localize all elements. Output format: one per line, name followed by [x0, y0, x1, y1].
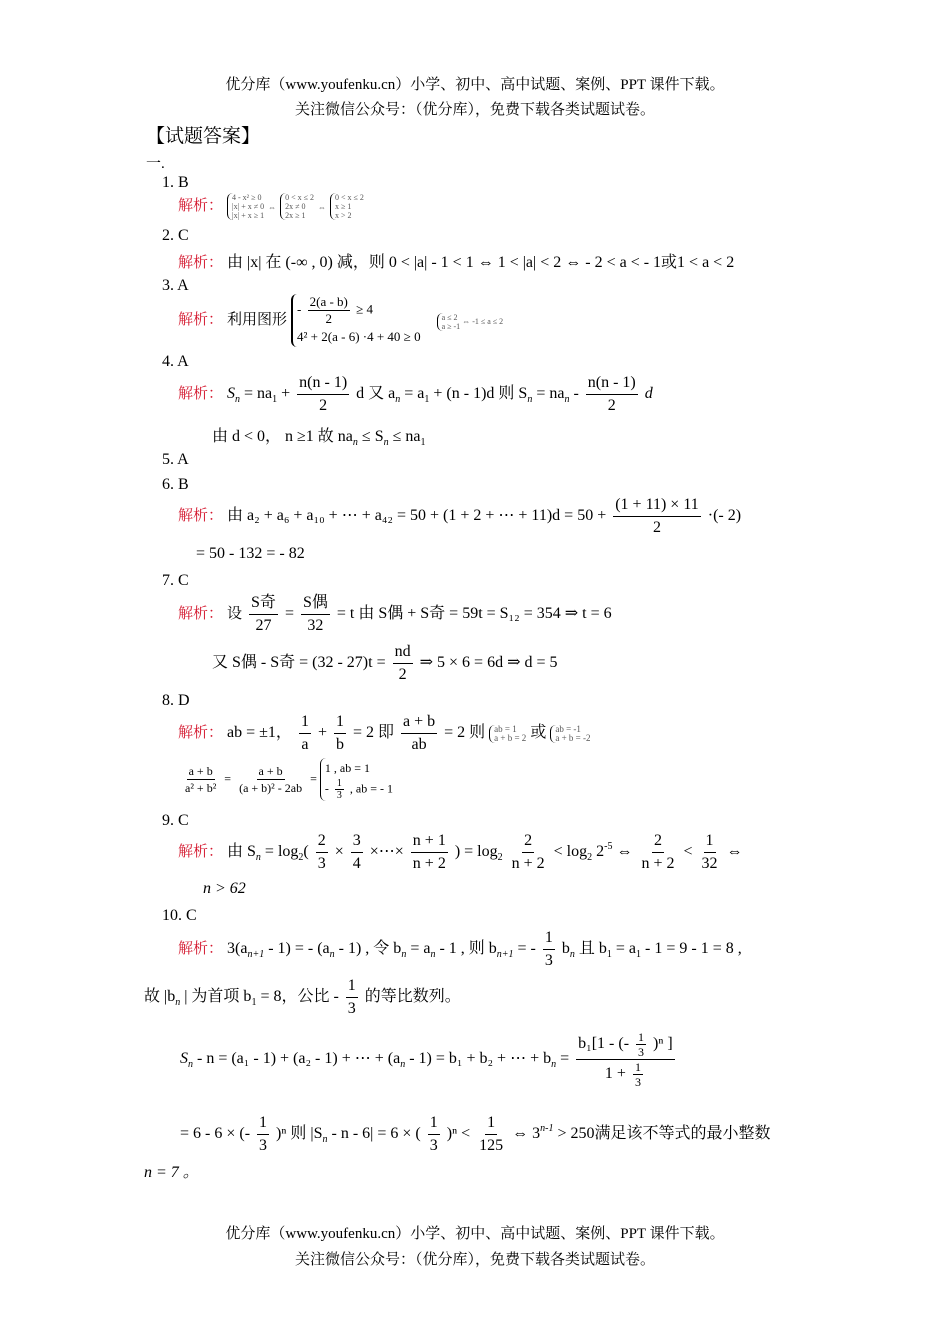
q1-system-2: 0 < x ≤ 2 2x ≠ 0 2x ≥ 1: [280, 193, 314, 220]
q1-system-1: 4 - x² ≥ 0 |x| + x ≠ 0 |x| + x ≥ 1: [227, 193, 264, 220]
q3-system: - $\frac{2(a - b)}{2}$ ≥ 4 4² + 2(a - 6) ·4 + 40 ≥ 0: [291, 294, 421, 347]
q10-line-4: = 6 - 6 × (- $\frac{1}{3}$ )ⁿ 则 $|S_n - n - 6| = 6$ × ( $\frac{1}{3}$ )ⁿ < $\frac{1}{125}$ ⇔ 3$^{n-1}$ > 250满足该不等式的最小整数: [180, 1114, 771, 1154]
q8-system-a: ab = 1 a + b = 2: [489, 725, 526, 743]
section-label: 一.: [146, 156, 165, 172]
q8-line-2: $\frac{a + b}{\text{a² + b²}}$ = $\frac{a + b}{\text{(a + b)² - 2ab}}$ = 1 , ab = 1 - $\frac{1}{3}$ , ab = - 1: [180, 758, 393, 801]
q10-explanation: 解析： $3(a_{n+1} - 1)$ = - $(a_n - 1)$ , 令 $b_n = a_n - 1$ , 则 $b_{n+1}$ = - $\frac{1}{3}$ $b_n$ 且 $b_1 = a_1 - 1 = 9 - 1 = 8$ ,: [178, 929, 742, 969]
q10-line-5: n = 7 。: [144, 1164, 199, 1181]
header-line-1: 优分库（www.youfenku.cn）小学、初中、高中试题、案例、PPT 课件下载。: [225, 77, 725, 93]
q6-line-2: = 50 - 132 = - 82: [196, 545, 305, 562]
q6-number: 6. B: [162, 476, 189, 493]
q4-number: 4. A: [162, 353, 189, 370]
q1-explanation: 解析： 4 - x² ≥ 0 |x| + x ≠ 0 |x| + x ≥ 1 ⇔ 0 < x ≤ 2 2x ≠ 0 2x ≥ 1 ⇔ 0 < x ≤ 2 x ≥ 1 x > 2: [178, 193, 364, 220]
footer-line-1: 优分库（www.youfenku.cn）小学、初中、高中试题、案例、PPT 课件下载。: [225, 1226, 725, 1242]
q8-cases: 1 , ab = 1 - $\frac{1}{3}$ , ab = - 1: [320, 758, 393, 801]
explanation-label: 解析：: [178, 196, 224, 215]
q8-number: 8. D: [162, 692, 190, 709]
q10-big-fraction: b₁[1 - (- $\frac{1}{3}$ )ⁿ ] 1 + $\frac{1}{3}$: [578, 1030, 673, 1089]
q7-number: 7. C: [162, 572, 189, 589]
q9-line-2: n > 62: [203, 880, 246, 897]
q8-explanation: 解析： ab = ±1， $\frac{1}{a}$ + $\frac{1}{b}$ = 2 即 $\frac{a + b}{ab}$ = 2 则 ab = 1 a + b = 2 或 ab = -1 a + b = -2: [178, 713, 591, 753]
q5-number: 5. A: [162, 451, 189, 468]
q10-line-2: 故 $|b_n$ | 为首项 $b_1 = 8$，公比 - $\frac{1}{3}$ 的等比数列。: [144, 977, 461, 1017]
q7-line-2: 又 S偶 - S奇 = (32 - 27)t = $\frac{nd}{2}$ ⇒ 5 × 6 = 6d ⇒ d = 5: [212, 643, 558, 683]
page-title: 【试题答案】: [146, 126, 261, 147]
q6-explanation: 解析： 由 a₂ + a₆ + a₁₀ + ⋯ + a₄₂ = 50 + (1 + 2 + ⋯ + 11)d = 50 + $\frac{(1 + 11) \times 11}{2}$ ·(- 2): [178, 496, 742, 536]
q1-number: 1. B: [162, 174, 189, 191]
q9-number: 9. C: [162, 812, 189, 829]
footer-line-2: 关注微信公众号：（优分库），免费下载各类试题试卷。: [294, 1252, 655, 1268]
q8-system-b: ab = -1 a + b = -2: [550, 725, 590, 743]
q1-system-3: 0 < x ≤ 2 x ≥ 1 x > 2: [330, 193, 364, 220]
q3-explanation: 解析： 利用图形 - $\frac{2(a - b)}{2}$ ≥ 4 4² + 2(a - 6) ·4 + 40 ≥ 0 a ≤ 2 a ≥ -1 ⇔ -1 ≤ a ≤ 2: [178, 294, 503, 347]
q4-explanation: 解析： $S_n = na_1$ + $\frac{n(n - 1)}{2}$ d 又 $a_n = a_1 + (n - 1)d$ 则 $S_n = na_n$ - $\frac{n(n - 1)}{2}$ d: [178, 374, 653, 414]
q2-explanation: 解析： 由 |x| 在 (-∞ , 0) 减，则 0 < |a| - 1 < 1 ⇔ 1 < |a| < 2 ⇔ - 2 < a < - 1或1 < a < 2: [178, 253, 735, 271]
header-line-2: 关注微信公众号：（优分库），免费下载各类试题试卷。: [294, 102, 655, 118]
q3-tail-system: a ≤ 2 a ≥ -1: [437, 313, 461, 331]
q3-number: 3. A: [162, 277, 189, 294]
q4-line-2: 由 d < 0， n ≥1 故 $na_n \le S_n \le na_1$: [212, 428, 426, 448]
q7-explanation: 解析： 设 $\frac{\text{S奇}}{27}$ = $\frac{\text{S偶}}{32}$ = t 由 S偶 + S奇 = 59t = S₁₂ = 354 ⇒ t = 6: [178, 594, 612, 634]
q9-explanation: 解析： 由 $S_n = \log_2$( $\frac{2}{3}$ × $\frac{3}{4}$ ×⋯× $\frac{n + 1}{n + 2}$ ) = $\log_2$ $\frac{2}{n + 2}$ < $\log_2 2^{-5}$ ⇔ $\frac{2}{n + 2}$ < $\frac{1}{32}$ ⇔: [178, 832, 743, 872]
q2-number: 2. C: [162, 227, 189, 244]
q10-number: 10. C: [162, 907, 197, 924]
q10-line-3: $S_n - n = (a_1 - 1) + (a_2 - 1)$ + ⋯ + $(a_n - 1) = b_1 + b_2$ + ⋯ + $b_n$ = b₁[1 - (- $\frac{1}{3}$ )ⁿ ] 1 + $\frac{1}{3}$: [180, 1030, 673, 1089]
